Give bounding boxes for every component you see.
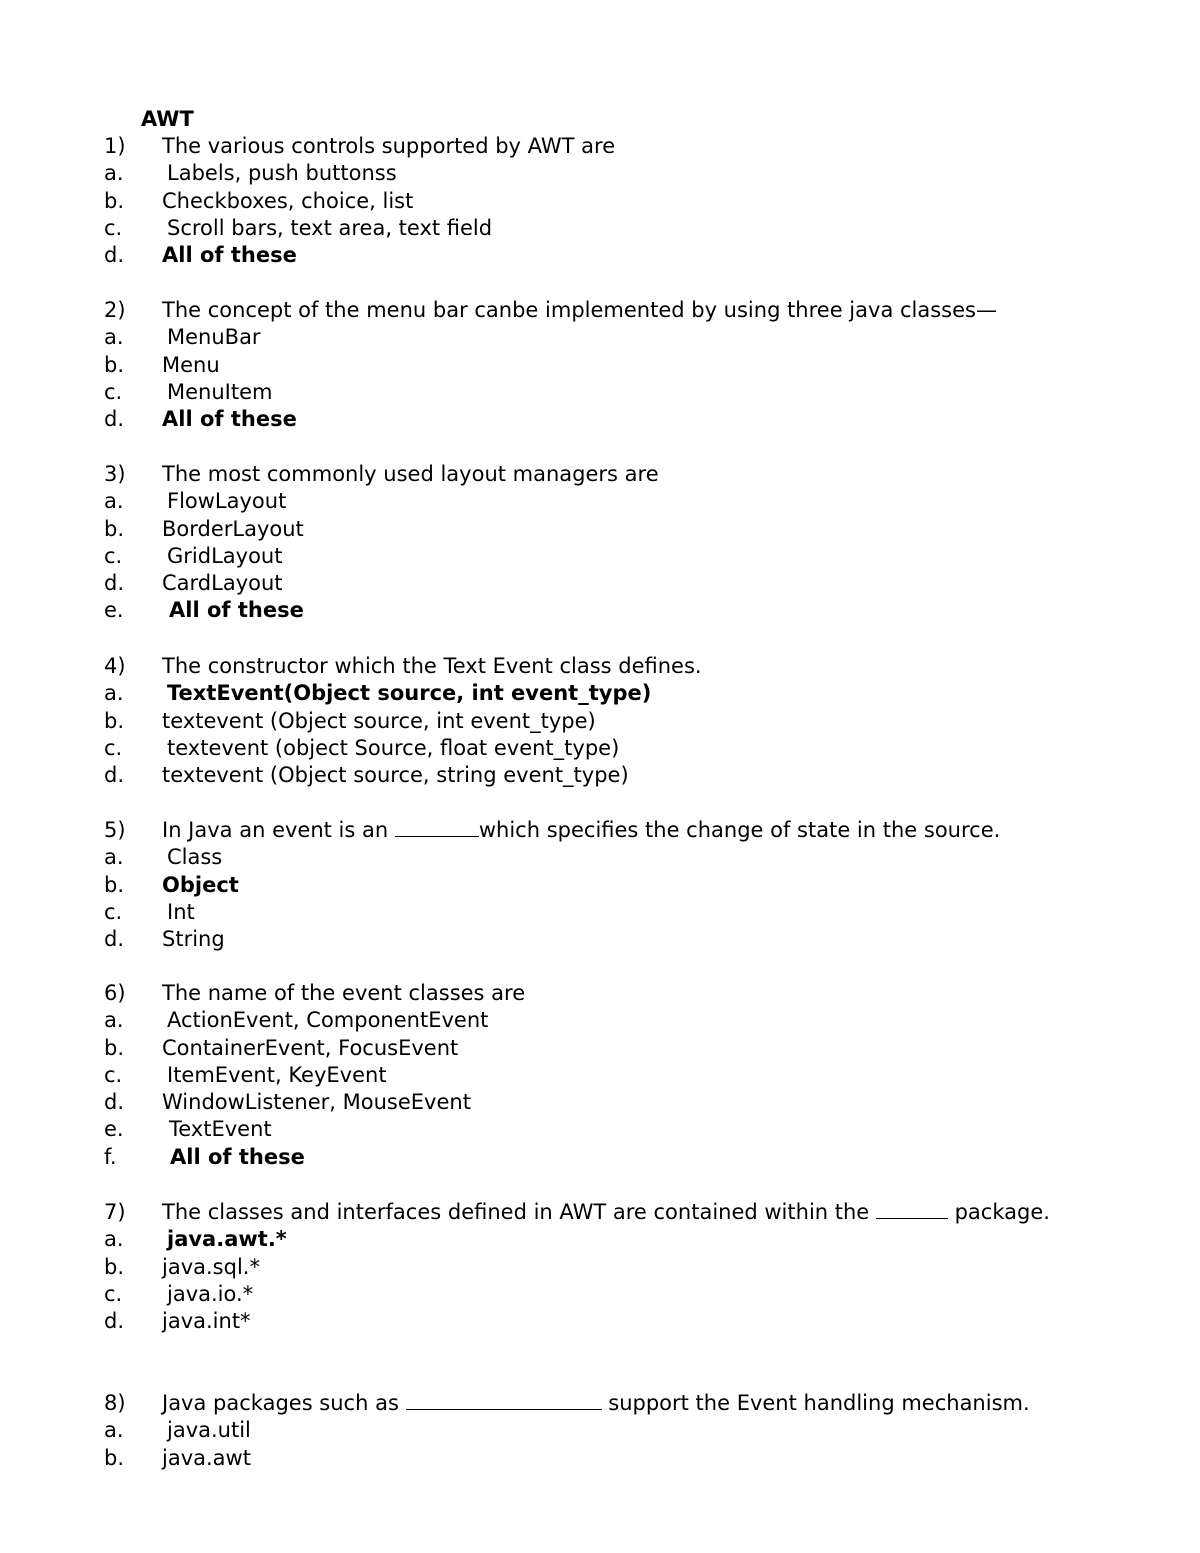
- option-text: java.util: [167, 1418, 251, 1443]
- option-text: ActionEvent, ComponentEvent: [167, 1008, 489, 1033]
- option-letter: d.: [104, 763, 125, 788]
- question-stem-line: [104, 1390, 1164, 1417]
- option-letter: c.: [104, 1062, 123, 1087]
- question-number: 8): [104, 1391, 126, 1415]
- question-number: 5): [104, 818, 126, 842]
- question-number: 4): [104, 654, 126, 678]
- option-letter: c.: [104, 1281, 123, 1306]
- correct-answer: TextEvent(Object source, int event_type): [167, 681, 652, 706]
- option-a: [104, 1007, 1164, 1034]
- question-number: 7): [104, 1200, 126, 1224]
- option-letter: b.: [104, 516, 125, 541]
- option-text: GridLayout: [167, 543, 283, 568]
- option-letter: c.: [104, 735, 123, 760]
- option-letter: b.: [104, 352, 125, 377]
- option-b: [104, 188, 1164, 215]
- option-letter: f.: [104, 1144, 117, 1169]
- question-stem-line: [104, 461, 1164, 488]
- question-stem: The concept of the menu bar canbe implemented by using three java classes—: [162, 298, 997, 322]
- question-8: [104, 1390, 1164, 1472]
- correct-answer: All of these: [170, 1144, 305, 1169]
- option-text: WindowListener, MouseEvent: [162, 1090, 471, 1115]
- option-a: [104, 488, 1164, 515]
- option-text: Checkboxes, choice, list: [162, 188, 414, 213]
- stem-before-blank: In Java an event is an: [162, 818, 395, 842]
- option-d: [104, 926, 1164, 953]
- question-number: 1): [104, 134, 126, 158]
- option-c: [104, 899, 1164, 926]
- option-a: [104, 1417, 1164, 1444]
- option-text: MenuBar: [167, 325, 261, 350]
- option-letter: d.: [104, 571, 125, 596]
- option-c: [104, 1281, 1164, 1308]
- answer-blank: [406, 1391, 602, 1410]
- question-number: 2): [104, 298, 126, 322]
- option-text: CardLayout: [162, 571, 283, 596]
- correct-answer: All of these: [169, 598, 304, 623]
- option-a: [104, 324, 1164, 351]
- question-stem-line: [104, 817, 1164, 844]
- question-number: 3): [104, 462, 126, 486]
- option-c: [104, 215, 1164, 242]
- question-5: [104, 817, 1164, 953]
- answer-blank: [395, 818, 479, 837]
- correct-answer: All of these: [162, 407, 297, 432]
- question-number: 6): [104, 981, 126, 1005]
- option-text: BorderLayout: [162, 516, 304, 541]
- question-stem-line: [104, 133, 1164, 160]
- option-c: [104, 1062, 1164, 1089]
- question-stem: The most commonly used layout managers are: [162, 462, 659, 486]
- option-letter: c.: [104, 379, 123, 404]
- option-text: textevent (Object source, int event_type): [162, 708, 596, 733]
- option-letter: d.: [104, 1309, 125, 1334]
- option-letter: d.: [104, 927, 125, 952]
- question-stem-line: [104, 297, 1164, 324]
- option-text: textevent (Object source, string event_type): [162, 763, 629, 788]
- question-stem: The name of the event classes are: [162, 981, 526, 1005]
- option-letter: a.: [104, 1418, 124, 1443]
- question-stem: [162, 1199, 1050, 1226]
- option-d: [104, 406, 1164, 433]
- option-text: java.io.*: [167, 1281, 254, 1306]
- option-text: MenuItem: [167, 379, 273, 404]
- option-text: Labels, push buttonss: [167, 161, 397, 186]
- option-e: [104, 1116, 1164, 1143]
- option-b: [104, 352, 1164, 379]
- option-a: [104, 1226, 1164, 1253]
- option-b: [104, 1445, 1164, 1472]
- option-letter: d.: [104, 407, 125, 432]
- question-stem-line: [104, 653, 1164, 680]
- option-letter: b.: [104, 1254, 125, 1279]
- option-letter: d.: [104, 1090, 125, 1115]
- option-text: Int: [167, 899, 195, 924]
- option-b: [104, 1254, 1164, 1281]
- correct-answer: java.awt.*: [167, 1227, 287, 1252]
- option-text: java.awt: [162, 1445, 251, 1470]
- question-stem-line: [104, 1199, 1164, 1226]
- stem-after-blank: support the Event handling mechanism.: [601, 1391, 1030, 1415]
- option-letter: a.: [104, 1227, 124, 1252]
- option-letter: c.: [104, 899, 123, 924]
- option-text: textevent (object Source, float event_type): [167, 735, 620, 760]
- option-d: [104, 762, 1164, 789]
- option-letter: b.: [104, 708, 125, 733]
- question-3: [104, 461, 1164, 625]
- option-a: [104, 160, 1164, 187]
- option-text: Class: [167, 845, 223, 870]
- option-text: Scroll bars, text area, text field: [167, 215, 493, 240]
- stem-after-blank: package.: [947, 1200, 1050, 1224]
- option-text: java.sql.*: [162, 1254, 260, 1279]
- option-text: FlowLayout: [167, 489, 287, 514]
- question-7: [104, 1199, 1164, 1335]
- option-letter: a.: [104, 681, 124, 706]
- option-b: [104, 516, 1164, 543]
- correct-answer: All of these: [162, 243, 297, 268]
- question-stem: The various controls supported by AWT are: [162, 134, 616, 158]
- question-6: [104, 980, 1164, 1171]
- document-title: AWT: [141, 107, 194, 131]
- question-4: [104, 653, 1164, 789]
- option-b: [104, 708, 1164, 735]
- option-d: [104, 242, 1164, 269]
- option-letter: c.: [104, 215, 123, 240]
- option-letter: b.: [104, 188, 125, 213]
- question-stem-line: [104, 980, 1164, 1007]
- option-c: [104, 543, 1164, 570]
- stem-before-blank: The classes and interfaces defined in AWT are contained within the: [162, 1200, 876, 1224]
- option-letter: a.: [104, 325, 124, 350]
- option-b: [104, 872, 1164, 899]
- option-text: java.int*: [162, 1309, 251, 1334]
- option-c: [104, 735, 1164, 762]
- option-text: TextEvent: [169, 1117, 272, 1142]
- option-e: [104, 597, 1164, 624]
- option-letter: a.: [104, 489, 124, 514]
- option-letter: a.: [104, 161, 124, 186]
- question-1: [104, 133, 1164, 269]
- question-stem: The constructor which the Text Event class defines.: [162, 654, 702, 678]
- option-letter: b.: [104, 1035, 125, 1060]
- option-a: [104, 844, 1164, 871]
- stem-after-blank: which specifies the change of state in the source.: [478, 818, 1001, 842]
- option-letter: a.: [104, 845, 124, 870]
- option-letter: e.: [104, 598, 124, 623]
- option-b: [104, 1035, 1164, 1062]
- option-c: [104, 379, 1164, 406]
- option-d: [104, 1308, 1164, 1335]
- question-2: [104, 297, 1164, 433]
- answer-blank: [876, 1200, 948, 1219]
- option-text: Menu: [162, 352, 220, 377]
- correct-answer: Object: [162, 872, 239, 897]
- stem-before-blank: Java packages such as: [162, 1391, 406, 1415]
- option-d: [104, 1089, 1164, 1116]
- option-letter: c.: [104, 543, 123, 568]
- option-letter: d.: [104, 243, 125, 268]
- option-letter: b.: [104, 872, 125, 897]
- option-text: ItemEvent, KeyEvent: [167, 1062, 387, 1087]
- option-a: [104, 680, 1164, 707]
- option-text: ContainerEvent, FocusEvent: [162, 1035, 459, 1060]
- option-text: String: [162, 927, 225, 952]
- question-stem: [162, 1390, 1030, 1417]
- option-d: [104, 570, 1164, 597]
- question-stem: [162, 817, 1000, 844]
- option-letter: a.: [104, 1008, 124, 1033]
- option-letter: e.: [104, 1117, 124, 1142]
- option-letter: b.: [104, 1445, 125, 1470]
- option-f: [104, 1144, 1164, 1171]
